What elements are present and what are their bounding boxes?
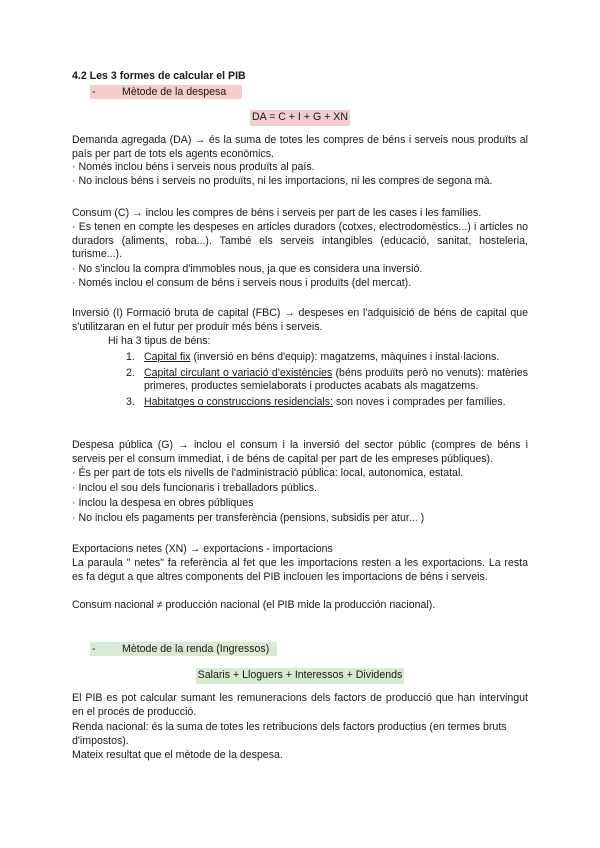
renda-formula-row	[72, 668, 528, 684]
inversio-type-3	[72, 396, 528, 410]
inversio-types-intro: Hi ha 3 tipus de béns:	[108, 335, 211, 347]
inversio-type-2-num: 2.	[126, 366, 135, 379]
inversio-type-3-num: 3.	[126, 395, 135, 408]
inversio-types-list	[72, 351, 528, 409]
renda-paragraph-1: El PIB es pot calcular sumant les remuneracions dels factors de producció que han intervingut en el procés de producció.	[72, 692, 528, 718]
despesa-formula-row	[72, 110, 528, 126]
da-item-1: · Només inclou béns i serveis nous produïts al país.	[72, 161, 315, 173]
despesa-bullet: -	[92, 86, 96, 98]
publica-item-4: · No inclou els pagaments per transferència (pensions, subsidis per atur... )	[72, 512, 425, 524]
renda-bullet: -	[92, 643, 96, 655]
despesa-method-heading	[90, 86, 520, 100]
publica-item-3: · Inclou la despesa en obres públiques	[72, 497, 254, 509]
consum-item-1: · Es tenen en compte les despeses en articles duradors (cotxes, electrodomèstics...) i articles no duradors (aliments, roba...). També els serveis intangibles (educació, sanitat, hosteleria, turisme...).	[72, 221, 528, 261]
inversio-type-2	[72, 367, 528, 394]
inversio-type-3-desc: son noves i comprades per famílies.	[333, 395, 506, 408]
publica-item-1: · És per part de tots els nivells de l'administració pública: local, autonomica, estatal.	[72, 467, 464, 479]
inversio-definition: Inversió (I) Formació bruta de capital (FBC) → despeses en l'adquisició de béns de capital que s'utilitzaran en el futur per produir més béns i serveis.	[72, 307, 528, 333]
renda-method-label: Mètode de la renda (Ingressos)	[122, 643, 270, 655]
consum-definition: Consum (C) → inclou les compres de béns i serveis per part de les cases i les famílies.	[72, 207, 482, 219]
inversio-type-1-term: Capital fix	[144, 351, 191, 363]
inversio-type-2-term: Capital circulant o variació d'existències	[144, 366, 333, 379]
inversio-type-1-num: 1.	[126, 351, 135, 363]
section-title: 4.2 Les 3 formes de calcular el PIB	[72, 70, 246, 82]
inversio-type-2-desc: (béns produïts però no venuts): matèries primeres, productes semielaborats i productes acabats als magatzems.	[144, 366, 528, 393]
consum-item-3: · Només inclou el consum de béns i serveis nous i produïts (del mercat).	[72, 277, 412, 289]
consum-item-2: · No s'inclou la compra d'immobles nous, ja que es considera una inversió.	[72, 263, 423, 275]
despesa-method-label: Mètode de la despesa	[122, 86, 227, 98]
publica-definition: Despesa pública (G) → inclou el consum i la inversió del sector públic (compres de béns i serveis per el consum immediat, i de béns de capital per part de les empreses públiques).	[72, 439, 528, 465]
renda-method-highlight	[90, 642, 277, 656]
renda-formula: Salaris + Lloguers + Interessos + Dividends	[196, 668, 405, 684]
xn-definition: Exportacions netes (XN) → exportacions - importacions	[72, 543, 333, 555]
inversio-type-3-term: Habitatges o construccions residencials:	[144, 395, 334, 408]
inversio-type-1-desc: (inversió en béns d'equip): magatzems, màquines i instal·lacions.	[190, 351, 500, 363]
despesa-method-highlight	[90, 85, 242, 99]
renda-method-heading	[90, 643, 520, 657]
despesa-formula: DA = C + I + G + XN	[250, 110, 350, 126]
renda-paragraph-3: Mateix resultat que el mètode de la despesa.	[72, 749, 283, 761]
inversio-type-1	[72, 351, 528, 365]
publica-item-2: · Inclou el sou dels funcionaris i treballadors públics.	[72, 482, 317, 494]
xn-paragraph: La paraula " netes" fa referència al fet que les importacions resten a les exportacions. La resta es fa degut a que altres components del PIB inclouen les importacions de béns i serveis.	[72, 557, 528, 583]
xn-note: Consum nacional ≠ producción nacional (el PIB mide la producción nacional).	[72, 599, 436, 611]
da-item-2: · No inclous béns i serveis no produïts, ni les importacions, ni les compres de segona mà.	[72, 175, 493, 187]
renda-paragraph-2: Renda nacional: és la suma de totes les retribucions dels factors productius (en termes bruts d'impostos).	[72, 721, 507, 747]
da-definition: Demanda agregada (DA) → és la suma de totes les compres de béns i serveis nous produïts al país per part de tots els agents econòmics.	[72, 134, 528, 160]
